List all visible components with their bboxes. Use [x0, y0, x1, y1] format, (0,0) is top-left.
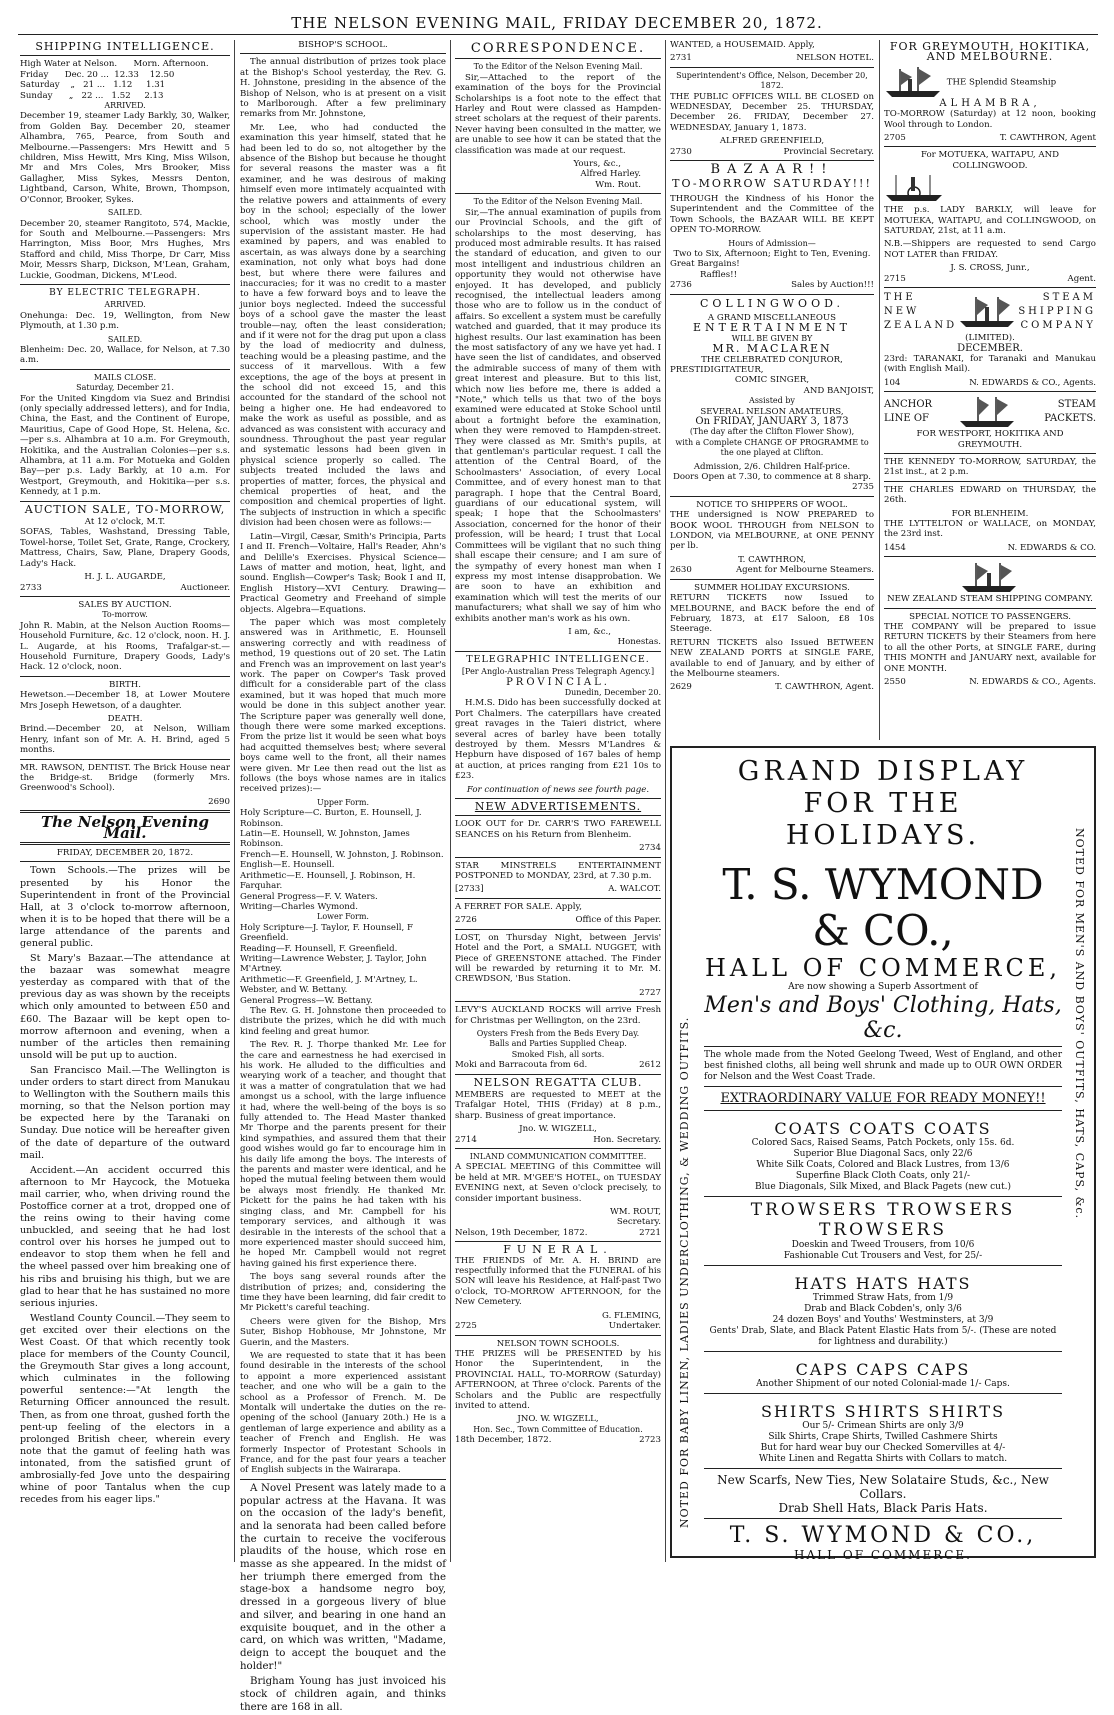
tel-sailed-heading: SAILED.: [107, 334, 143, 344]
ad-signature: Office of this Paper.: [575, 915, 661, 926]
lost-ad: LOST, on Thursday Night, between Jervis' Hotel and the Port, a SMALL NUGGET, with Piece of GREENSTONE attached. The Finder will be rewarded by returning it to Mr. M. CREWDSON, 'Bus Station.: [455, 932, 661, 985]
ad-number: 2630: [670, 565, 692, 576]
letter-sign: Honestas.: [617, 637, 661, 648]
column-rule: [234, 40, 235, 1562]
greymouth-heading: FOR GREYMOUTH, HOKITIKA, AND MELBOURNE.: [889, 40, 1091, 64]
anchor-word: PACKETS.: [1044, 413, 1096, 425]
anchor-word: LINE OF: [884, 413, 929, 425]
letter-sign: Yours, &c.,: [573, 159, 621, 170]
ad-number: 2726: [455, 915, 477, 926]
ad-title: Undertaker.: [608, 1321, 661, 1332]
funeral-heading: FUNERAL.: [503, 1243, 613, 1257]
birth-heading: BIRTH.: [109, 679, 141, 690]
tel-arrived-heading: ARRIVED.: [104, 300, 146, 310]
caps-item: Another Shipment of our noted Colonial-made 1/- Caps.: [756, 1379, 1010, 1389]
arrived-text: December 19, steamer Lady Barkly, 30, Walker, from Golden Bay. December 20, steamer Alhambra, 765, Pearce, from South and Melbourne.—Passengers: Mrs Hewitt and 5 children, Miss Hewitt, Mrs King, Miss Wilson, Mr and Mrs Coles, Mrs Brooker, Miss Gallagher, Miss Sykes, Messrs Denton, Lightband, Carson, White, Brown, Thompson, O'Connor, Brooker, Sykes.: [20, 111, 230, 205]
mails-text: For the United Kingdom via Suez and Brindisi (only specially addressed letters), and for India, China, the East, and the Continent of Europe, Mauritius, Cape of Good Hope, St. Helena, &c.—per s.s. Alhambra at 10 a.m. For Greymouth, Hokitika, and the Australian Colonies—per s.s. Alhambra, at 11 a.m. For Motueka and Golden Bay—per p.s. Lady Barkly, at 10 a.m. For Westport, Greymouth, and Hokitika—per s.s. Kennedy, at 1 p.m.: [20, 393, 230, 498]
ent-line: Admission, 2/6. Children Half-price.: [693, 461, 851, 472]
wool-text: THE undersigned is NOW PREPARED to BOOK WOOL THROUGH from NELSON to LONDON, via MELBOURNE, at ONE PENNY per lb.: [670, 510, 874, 552]
nz-word: ZEALAND: [884, 320, 958, 332]
death-heading: DEATH.: [107, 713, 143, 724]
column-rule: [450, 40, 451, 1562]
column-rule: [879, 40, 880, 740]
ad-number: 2629: [670, 682, 692, 693]
special-text: THE COMPANY will be prepared to issue RETURN TICKETS by their Steamers from here to all the other Ports, at SINGLE FARE, during THIS MONTH and JANUARY next, available for ONE MONTH.: [884, 622, 1096, 674]
ent-line: Assisted by: [749, 396, 795, 406]
ad-signature: T. CAWTHRON, Agent: [999, 133, 1096, 144]
housemaid-ad: WANTED, a HOUSEMAID. Apply,: [670, 40, 815, 50]
ad-number: 2690: [208, 796, 230, 807]
prize-line: French—E. Hounsell, W. Johnston, J. Robinson.: [240, 849, 444, 860]
side-banner-right: [1066, 788, 1090, 1558]
ad-title: Agent for Melbourne Steamers.: [735, 565, 874, 576]
telegraph-source: [Per Anglo-Australian Press Telegraph Agency.]: [461, 667, 655, 677]
footer-hall: HALL OF COMMERCE.: [793, 1548, 972, 1562]
shirts-item: White Linen and Regatta Shirts with Collars to match.: [758, 1454, 1008, 1464]
ad-number: [2733]: [455, 884, 484, 895]
side-banner-left: [676, 788, 700, 1558]
steamship-icon: [884, 65, 944, 99]
ad-number: 2735: [852, 482, 874, 493]
kennedy-text: THE KENNEDY TO-MORROW, SATURDAY, the 21st inst., at 2 p.m.: [884, 456, 1096, 478]
hats-item: Drab and Black Cobden's, only 3/6: [804, 1304, 962, 1314]
ad-number: 2715: [884, 273, 906, 284]
auctioneer: H. J. L. AUGARDE,: [84, 572, 166, 583]
news-item: St Mary's Bazaar.—The attendance at the bazaar was somewhat meagre yesterday as compared with that of the previous day as was shown by the receipts which only amounted to between £50 and £60. The Bazaar will be kept open to-morrow afternoon and evening, when a number of the articles then remaining unsold will be put up to auction.: [20, 953, 230, 1061]
tel-arrived-text: Onehunga: Dec. 19, Wellington, from New Plymouth, at 1.30 p.m.: [20, 310, 230, 332]
levy-line: Moki and Barracouta from 6d.: [455, 1060, 588, 1071]
auction-text: SOFAS, Tables, Washstand, Dressing Table, Towel-horse, Toilet Set, Grate, Range, Crockery, Mattress, Chairs, Saw, Plane, Drapery Goods, Lady's Hack.: [20, 527, 230, 569]
coats-item: Superior Blue Diagonal Sacs, only 22/6: [793, 1149, 973, 1159]
ent-line: MR. MACLAREN: [712, 342, 832, 356]
telegraph-heading: BY ELECTRIC TELEGRAPH.: [49, 287, 201, 298]
prize-line: General Progress—F. V. Waters.: [240, 891, 378, 902]
bazaar-times: Two to Six, Afternoon; Eight to Ten, Evening.: [673, 248, 871, 259]
wool-heading: NOTICE TO SHIPPERS OF WOOL.: [696, 499, 848, 510]
ad-number: 2731: [670, 53, 692, 64]
ad-signature: A. WALCOT.: [608, 884, 661, 895]
brigham-item: Brigham Young has just invoiced his stock of children again, and thinks there are 168 in all.: [240, 1676, 446, 1713]
motueka-nb: N.B.—Shippers are requested to send Cargo NOT LATER than FRIDAY.: [884, 239, 1096, 260]
letter-body: Sir,—Attached to the report of the examination of the boys for the Provincial Scholarships is a foot note to the effect that Harley and Rout were classed as Hampden-street scholars at the request of their parents. Never having been consulted in the matter, we are unable to see how it can be stated that the classification was made at our request.: [455, 72, 661, 156]
ad-signature: J. S. CROSS, Junr.,: [950, 263, 1030, 274]
news-item: Town Schools.—The prizes will be presented by his Honor the Superintendent in front of the Provincial Hall, at 3 o'clock to-morrow afternoon, when it is to be hoped that there will be a large attendance of the parents and general public.: [20, 865, 230, 949]
ad-number: 2733: [20, 582, 42, 593]
column-5: [884, 40, 1096, 744]
taranaki-text: 23rd: TARANAKI, for Taranaki and Manukau (with English Mail).: [884, 353, 1096, 375]
trousers-item: Fashionable Cut Trousers and Vest, for 25/-: [783, 1251, 983, 1261]
hats-item: Gents' Drab, Slate, and Black Patent Elastic Hats from 5/-. (These are noted for lightness and durability.): [709, 1326, 1057, 1347]
steamship-icon: [958, 395, 1018, 429]
ad-number: 1454: [884, 542, 906, 553]
ad-title: Hon. Secretary.: [593, 1134, 661, 1145]
news-item: San Francisco Mail.—The Wellington is under orders to start direct from Manukau to Wellington with the Southern mails this morning, so that the Nelson portion may be expected here by the Taranaki on Sunday. Due notice will be hereafter given of the date of departure of the outward mail.: [20, 1064, 230, 1161]
town-schools-heading: NELSON TOWN SCHOOLS.: [496, 1338, 620, 1349]
shirts-item: But for hard wear buy our Checked Somervilles at 4/-: [760, 1443, 1006, 1453]
side-text-right: NOTED FOR MEN'S AND BOYS' OUTFITS, HATS, CAPS, &c.: [1073, 828, 1086, 1220]
ad-number: 2721: [639, 1227, 661, 1238]
footer-name: T. S. WYMOND & CO.,: [729, 1523, 1037, 1548]
ad-signature: JNO. W. WIGZELL,: [517, 1414, 599, 1425]
column-1: [20, 40, 230, 1562]
coats-item: White Silk Coats, Colored and Black Lustres, from 13/6: [756, 1160, 1010, 1170]
death-text: Brind.—December 20, at Nelson, William Henry, infant son of Mr. A. H. Brind, aged 5 months.: [20, 724, 230, 756]
bazaar-raffles: Raffles!!: [700, 269, 738, 280]
ad-number: 2612: [639, 1060, 661, 1071]
summer-heading: SUMMER HOLIDAY EXCURSIONS.: [694, 582, 850, 593]
prize-line: Holy Scripture—C. Burton, E. Hounsell, J. Robinson.: [240, 808, 422, 829]
sales-tomorrow: To-morrow.: [102, 610, 148, 620]
telegraphic-heading: TELEGRAPHIC INTELLIGENCE.: [466, 653, 650, 665]
dateline: Dunedin, December 20.: [564, 687, 661, 697]
steamship-icon: [960, 560, 1020, 594]
bazaar-auction: Sales by Auction!!!: [791, 280, 874, 291]
prize-line: English—E. Hounsell.: [240, 860, 335, 871]
ad-signature: ALFRED GREENFIELD,: [719, 136, 825, 147]
nz-word: STEAM: [1042, 292, 1096, 304]
levy-ad: LEVY'S AUCKLAND ROCKS will arrive Fresh for Christmas per Wellington, on the 23rd.: [455, 1005, 661, 1026]
caps-heading: CAPS CAPS CAPS: [795, 1360, 971, 1379]
article-para: The paper which was most completely answered was in Arithmetic, E. Hounsell answering correctly and with readiness of method, 19 questions out of 20 set. The Latin and French was an improvement on last year's work. The paper on Cowper's Task proved difficult for a considerable part of the class examined, but it was hoped that much more would be done in this subject another year. The Scripture paper was generally well done, though there were some marked exceptions. From the prize list it would be seen what boys had acquitted themselves best; where several boys came well to the front, all their names were given. Mr Lee then read out the list as follows (the boys whose names are in italics received prizes):—: [240, 617, 446, 795]
ad-number: 2736: [670, 280, 692, 291]
tide-row: Friday Dec. 20 ... 12.33 12.50: [20, 69, 175, 80]
ent-line: THE CELEBRATED CONJUROR,: [701, 354, 843, 365]
coats-heading: COATS COATS COATS: [774, 1119, 992, 1138]
ent-line: PRESTIDIGITATEUR,: [670, 364, 764, 375]
news-item: Accident.—An accident occurred this afternoon to Mr Haycock, the Motueka mail carrier, who, when driving round the Postoffice corner at a trot, dropped one of the reins owing to their having come unbuckled, and seeing that he had lost control over his horses he jumped out to endeavor to stop them when he fell and the wheel passed over him breaking one of his ribs and bruising his thigh, but we are glad to hear that he has sustained no more serious injuries.: [20, 1164, 230, 1309]
article-para: Mr. Lee, who had conducted the examination this year himself, stated that he had been led to do so, not altogether by the absence of the Bishop but because he thought for several reasons the master was a fit examiner, and he was desirous of making himself even more intimately acquainted with the relative powers and attainments of every boy in the school; especially of the lower school, which was mostly under the supervision of the assistant master. He had examined by papers, and was enabled to ascertain, as was always done by a searching examination, not only what boys had done best, but where there were failures and inaccuracies; for it was no credit to a master to have a few forward boys and to leave the junior boys neglected. Indeed the successful boys of a school gave the master the least trouble—nay, often the least consideration; and if it were not for the drag put upon a class by the load of mediocrity and dulness, teaching would be a pleasing pastime, and the success of it marvellous. With a few exceptions, the age of the boys at present in the school did not exceed 15, and this accounted for the standard of the school not being a higher one. He had endeavored to make the work as useful as possible, and as advanced as was consistent with accuracy and soundness. Throughout the past year regular and systematic lessons had been given in physical science properly so called. The subjects treated included the laws and properties of matter, forces, the physical and chemical properties of heat, and the composition and chemical properties of light. The subjects of instruction in which a specific division had been chosen were as follows:—: [240, 122, 446, 529]
ent-line: (The day after the Clifton Flower Show),: [689, 427, 855, 437]
grand-line: GRAND DISPLAY: [737, 756, 1029, 787]
bazaar-bargains: Great Bargains!: [670, 259, 740, 270]
ad-number: 104: [884, 377, 901, 388]
mails-heading: MAILS CLOSE.: [93, 372, 157, 382]
article-para: The annual distribution of prizes took place at the Bishop's School yesterday, the Rev. G. H. Johnstone, presiding in the absence of the Bishop of Nelson, who is at present on a visit to Marlborough. After a few preliminary remarks from Mr. Johnstone,: [240, 57, 446, 120]
collingwood-heading: COLLINGWOOD.: [699, 296, 845, 310]
prize-line: Reading—F. Hounsell, F. Greenfield.: [240, 943, 398, 954]
ad-title: Hon. Sec., Town Committee of Education.: [473, 1424, 643, 1434]
tide-row: Saturday „ 21 ... 1.12 1.31: [20, 80, 166, 91]
ad-number: 2727: [639, 987, 661, 998]
news-item: Westland County Council.—They seem to get excited over their elections on the West Coast. Of that which recently took place for members of the County Council, the Greymouth Star gives a long account, which culminates in the following powerful sentence:—"At length the Returning Officer announced the result. Then, as from one throat, gushed forth the pent-up feeling of the electors in a prolonged British cheer, wherein every note that the gamut of feeling hath was intonated, from the satisfied grunt of ambrosially-fed Jove unto the despairing whine of poor Tantalus when the cup recedes from his eager lips.": [20, 1312, 230, 1506]
nz-limited: (LIMITED).: [965, 333, 1015, 344]
article-para: The Rev. G. H. Johnstone then proceeded to distribute the prizes, which he did with much kind feeling and great humor.: [240, 1005, 446, 1037]
letter-body: Sir,—The annual examination of pupils from our Provincial Schools, and the gift of scholarships to the most deserving, has produced most admirable results. It has raised the standard of education, and given to our most intelligent and industrious children an opportunity they would not otherwise have enjoyed. It has developed, and publicly recognised, the intellectual leaders among those who are to follow us in the conduct of affairs. So excellent a system must be carefully watched and guarded, that it may produce its highest results. Our last examination has been the most satisfactory of any we have yet had. I have seen the list of candidates, and observed the admirable success of many of them with great interest and pleasure. But to this list, which now lies before me, there is added a "Note," which tells us that two of the boys examined were educated at Stoke School until about a fortnight before the examination, when they were removed to Hampden-street. They were classed as Mr. Smith's pupils, at that gentleman's particular request. I call the attention of the Central Board, of the Schoolmasters' Association, of every Local Committee, and of every honest man to that paragraph. I hope that the Central Board, guardians of our educational system, will speak; I hope that the Schoolmasters' Association, concerned for the honor of their profession, will be heard; I trust that Local Committees will be vigilant that no such thing shall escape their censure; and I am sure of the sympathy of every honest man when I express my most intense disapprobation. We are soon to have an exhibition and examination which will test the merits of our manufacturers; what shall we say of him who exhibits another man's work as his own.: [455, 207, 661, 624]
office-dateline: Superintendent's Office, Nelson, December 20, 1872.: [676, 70, 868, 91]
column-rule: [665, 40, 666, 1562]
tide-heading: High Water at Nelson. Morn. Afternoon.: [20, 59, 209, 70]
upper-form-heading: Upper Form.: [317, 797, 369, 807]
levy-line: Oysters Fresh from the Beds Every Day.: [476, 1028, 640, 1038]
trousers-item: Doeskin and Tweed Trousers, from 10/6: [791, 1240, 975, 1250]
paddle-steamer-icon: [884, 171, 944, 205]
ad-number: 2714: [455, 1134, 477, 1145]
ad-signature: Jno. W. WIGZELL,: [519, 1124, 597, 1135]
drab-line: Drab Shell Hats, Black Paris Hats.: [778, 1501, 988, 1515]
ad-date: Nelson, 19th December, 1872.: [455, 1227, 588, 1238]
shirts-item: Silk Shirts, Crape Shirts, Twilled Cashmere Shirts: [768, 1432, 998, 1442]
tel-sailed-text: Blenheim: Dec. 20, Wallace, for Nelson, at 7.30 a.m.: [20, 344, 230, 366]
inland-heading: INLAND COMMUNICATION COMMITTEE.: [469, 1152, 647, 1161]
mens-clothing: Men's and Boys' Clothing, Hats, &c.: [704, 993, 1062, 1043]
ent-line: WILL BE GIVEN BY: [731, 333, 813, 343]
summer-text: RETURN TICKETS also Issued BETWEEN NEW ZEALAND PORTS at SINGLE FARE, available to end of January, and by either of the Melbourne steamers.: [670, 637, 874, 679]
column-2: [240, 40, 446, 1713]
ad-signature: G. FLEMING,: [602, 1310, 661, 1321]
new-ads-heading: NEW ADVERTISEMENTS.: [474, 800, 642, 814]
sales-text: John R. Mabin, at the Nelson Auction Rooms—Household Furniture, &c. 12 o'clock, noon. H. J. L. Augarde, at his Rooms, Trafalgar-st.—Household Furniture, Drapery Goods, Lady's Hack. 12 o'clock, noon.: [20, 620, 230, 673]
anchor-word: ANCHOR: [884, 399, 933, 411]
ad-title: Provincial Secretary.: [783, 146, 874, 157]
ent-line: ENTERTAINMENT: [692, 321, 851, 335]
wymond-name: T. S. WYMOND & CO.,: [722, 860, 1044, 955]
lyttelton-text: THE LYTTELTON or WALLACE, on MONDAY, the 23rd inst.: [884, 518, 1096, 540]
provincial-heading: PROVINCIAL.: [506, 676, 610, 688]
shirts-heading: SHIRTS SHIRTS SHIRTS: [760, 1402, 1006, 1421]
paper-date: FRIDAY, DECEMBER 20, 1872.: [56, 848, 194, 859]
prize-line: Writing—Charles Wymond.: [240, 901, 359, 912]
letter-to: To the Editor of the Nelson Evening Mail.: [473, 197, 643, 207]
ad-number: 2730: [670, 146, 692, 157]
levy-line: Smoked Fish, all sorts.: [511, 1049, 605, 1059]
ent-line: Doors Open at 7.30, to commence at 8 sharp.: [672, 472, 872, 483]
prize-line: Arithmetic—F. Greenfield, J. M'Artney, L. Webster, and W. Bettany.: [240, 974, 418, 996]
blenheim-heading: FOR BLENHEIM.: [951, 508, 1029, 519]
carr-ad: LOOK OUT for Dr. CARR'S TWO FAREWELL SEANCES on his Return from Blenheim.: [455, 819, 661, 840]
article-para: The Rev. R. J. Thorpe thanked Mr. Lee for the care and earnestness he had exercised in his work. He alluded to the difficulties and wearying work of a teacher, and thought that it was a matter of congratulation that we had amongst us a school, with the large influence it had, where the well-being of the boys is so fully attended to. The Head Master thanked Mr Thorpe and the parents present for their kind sympathies, and assured them that their good wishes would go far to encourage him in his daily life among the boys. The interests of the parents and master were identical, and he hoped the mutual feeling between them would be always most friendly. He thanked Mr. Pickett for the pains he had taken with his singing class, and Mr. Campbell for his temporary services, and although it was desirable in the interests of the school that a more experienced master should succeed him, he hoped Mr. Campbell would not regret having gained his first experience there.: [240, 1040, 446, 1269]
prize-line: Writing—Lawrence Webster, J. Taylor, John M'Artney.: [240, 953, 427, 975]
arrived-heading: ARRIVED.: [104, 101, 146, 111]
extra-value: EXTRAORDINARY VALUE FOR READY MONEY!!: [720, 1091, 1046, 1106]
steamship-icon: [958, 295, 1018, 329]
ent-line: with a Complete CHANGE OF PROGRAMME to the one played at Clifton.: [675, 437, 869, 458]
masthead: THE NELSON EVENING MAIL, FRIDAY DECEMBER 20, 1872.: [291, 14, 823, 32]
ad-number: 2734: [639, 843, 661, 854]
funeral-text: THE FRIENDS of Mr. A. H. BRIND are respectfully informed that the FUNERAL of his SON will leave his Residence, at Half-past Two o'clock, TO-MORROW AFTERNOON, for the New Cemetery.: [455, 1255, 661, 1308]
anchor-word: STEAM: [1057, 399, 1096, 411]
bazaar-text: THROUGH the Kindness of his Honor the Superintendent and the Committee of the Town Schools, the BAZAAR WILL BE KEPT OPEN TO-MORROW.: [670, 193, 874, 236]
coats-item: Superfine Black Cloth Coats, only 21/-: [795, 1171, 971, 1181]
ent-line: AND BANJOIST,: [803, 385, 874, 396]
column-3: [455, 40, 661, 1562]
nz-word: COMPANY: [1020, 320, 1096, 332]
star-ad: STAR MINSTRELS ENTERTAINMENT POSTPONED to MONDAY, 23rd, at 7.30 p.m.: [455, 860, 661, 882]
hats-item: Trimmed Straw Hats, from 1/9: [812, 1293, 954, 1303]
prize-line: Holy Scripture—J. Taylor, F. Hounsell, F Greenfield.: [240, 922, 413, 944]
motueka-text: THE p.s. LADY BARKLY, will leave for MOTUEKA, WAITAPU, and COLLINGWOOD, on SATURDAY, 21st, at 11 a.m.: [884, 205, 1096, 237]
prize-line: Latin—E. Hounsell, W. Johnston, James Robinson.: [240, 829, 410, 850]
hats-item: 24 dozen Boys' and Youths' Westminsters, at 3/9: [772, 1315, 994, 1325]
bishops-heading: BISHOP'S SCHOOL.: [298, 40, 388, 50]
ad-number: 2550: [884, 677, 906, 688]
nz-word: NEW: [884, 306, 920, 318]
continuation-note: For continuation of news see fourth page.: [466, 784, 650, 795]
ad-number: 2705: [884, 133, 906, 144]
letter-to: To the Editor of the Nelson Evening Mail.: [473, 62, 643, 72]
column-4: [670, 40, 874, 744]
coats-item: Colored Sacs, Raised Seams, Patch Pockets, only 15s. 6d.: [751, 1138, 1015, 1148]
ent-line: A GRAND MISCELLANEOUS: [707, 312, 837, 323]
article-para: The boys sang several rounds after the distribution of prizes; and, considering the time they have been learning, did fair credit to Mr Pickett's careful teaching.: [240, 1272, 446, 1314]
town-schools-text: THE PRIZES will be PRESENTED by his Honor the Superintendent, in the PROVINCIAL HALL, TO-MORROW (Saturday) AFTERNOON, at Three o'clock. Parents of the Scholars and the Public are respectfully invited to attend.: [455, 1348, 661, 1411]
levy-line: Balls and Parties Supplied Cheap.: [489, 1039, 627, 1049]
nz-word: SHIPPING: [1018, 306, 1096, 318]
letter-sign: I am, &c.,: [568, 626, 611, 637]
paper-title: The Nelson Evening Mail.: [40, 813, 210, 842]
special-heading: SPECIAL NOTICE TO PASSENGERS.: [909, 611, 1071, 622]
letter-sign: Wm. Rout.: [595, 179, 641, 190]
ad-signature: WM. ROUT,: [609, 1207, 661, 1218]
ad-title: Secretary.: [616, 1217, 661, 1228]
ad-signature: N. EDWARDS & CO., Agents.: [969, 677, 1096, 688]
ferret-ad: A FERRET FOR SALE. Apply,: [455, 901, 583, 912]
bazaar-heading: BAZAAR!!: [710, 162, 834, 178]
sales-heading: SALES BY AUCTION.: [78, 599, 172, 610]
grand-line: FOR THE HOLIDAYS.: [785, 788, 981, 851]
ad-signature: T. CAWTHRON, Agent.: [775, 682, 874, 693]
grey-text: TO-MORROW (Saturday) at 12 noon, booking Wool through to London.: [884, 109, 1096, 130]
article-para: We are requested to state that it has been found desirable in the interests of the school to appoint a more experienced assistant teacher, and one who will be a gain to the school as a Professor of French. M. De Montalk will undertake the duties on the re-opening of the school (January 20th.) He is a gentleman of large experience and ability as a teacher of French and English. He was formerly Inspector of Protestant Schools in France, and for the past four years a teacher of English subjects in the Wairarapa.: [240, 1350, 446, 1476]
birth-text: Hewetson.—December 18, at Lower Moutere Mrs Joseph Hewetson, of a daughter.: [20, 690, 230, 711]
ad-date: 18th December, 1872.: [455, 1435, 552, 1446]
hall-of-commerce: HALL OF COMMERCE,: [704, 954, 1061, 982]
ad-signature: N. EDWARDS & CO.: [1007, 542, 1096, 553]
auctioneer-title: Auctioneer.: [180, 582, 230, 593]
ent-line: COMIC SINGER,: [734, 375, 810, 386]
inland-text: A SPECIAL MEETING of this Committee will be held at MR. M'GEE'S HOTEL, on TUESDAY EVENING next, at Seven o'clock precisely, to consider important business.: [455, 1162, 661, 1204]
summer-text: RETURN TICKETS now Issued to MELBOURNE, and BACK before the end of February, 1873, at £17 Saloon, £8 10s Steerage.: [670, 593, 874, 635]
mails-date: Saturday, December 21.: [76, 383, 174, 393]
prize-line: Arithmetic—E. Hounsell, J. Robinson, H. Farquhar.: [240, 870, 416, 892]
sailed-heading: SAILED.: [107, 208, 143, 218]
shipping-heading: SHIPPING INTELLIGENCE.: [35, 40, 215, 53]
bazaar-hours: Hours of Admission—: [728, 238, 816, 248]
regatta-text: MEMBERS are requested to MEET at the Trafalgar Hotel, THIS (Friday) at 8 p.m., sharp. Business of great importance.: [455, 1089, 661, 1121]
nzsc-heading: NEW ZEALAND STEAM SHIPPING COMPANY.: [887, 594, 1093, 605]
article-para: Latin—Virgil, Cæsar, Smith's Principia, Parts I and II. French—Voltaire, Hall's Reader, Ahn's and Delille's Exercises. Physical Science—Laws of matter and motion, heat, light, and sound. English—Cowper's Task; Book I and II, English History—XVI Century. Drawing—Practical Geometry and Freehand of simple objects. Algebra—Equations.: [240, 531, 446, 615]
novel-item: A Novel Present was lately made to a popular actress at the Havana. It was on the occasion of the lady's benefit, and la senorata had been called before the curtain to receive the vociferous plaudits of the house, which rose en masse as she appeared. In the midst of her triumph there emerged from the stage-box a handsome negro boy, dressed in a gorgeous livery of blue and silver, and bearing in one hand an exquisite bouquet, and in the other a card, on which was written, "Madame, deign to accept the bouquet and the holder!": [240, 1482, 446, 1672]
dentist-ad: MR. RAWSON, DENTIST. The Brick House near the Bridge-st. Bridge (formerly Mrs. Greenwood's School).: [20, 762, 230, 794]
correspondence-heading: CORRESPONDENCE.: [470, 41, 646, 56]
article-para: Cheers were given for the Bishop, Mrs Suter, Bishop Hobhouse, Mr Johnstone, Mr Guerin, and the Masters.: [240, 1316, 446, 1348]
ad-number: 2725: [455, 1321, 477, 1332]
shirts-item: Our 5/- Crimean Shirts are only 3/9: [802, 1421, 964, 1431]
scarfs-line: New Scarfs, New Ties, New Solataire Studs, &c., New Collars.: [717, 1473, 1049, 1501]
december-heading: DECEMBER.: [957, 342, 1023, 354]
charles-text: THE CHARLES EDWARD on THURSDAY, the 26th.: [884, 484, 1096, 506]
masthead-rule: [18, 34, 1098, 35]
motueka-heading: For MOTUEKA, WAITAPU, AND COLLINGWOOD.: [921, 150, 1059, 171]
ad-number: 2723: [639, 1435, 661, 1446]
letter-sign: Alfred Harley.: [580, 169, 641, 180]
ad-signature: T. CAWTHRON,: [738, 554, 806, 565]
hats-heading: HATS HATS HATS: [794, 1274, 972, 1293]
nz-word: THE: [884, 292, 916, 304]
tide-row: Sunday „ 22 ... 1.52 2.13: [20, 90, 164, 101]
ad-title: Agent.: [1067, 273, 1096, 284]
whole-made-text: The whole made from the Noted Geelong Tweed, West of England, and other best finished cloths, all being well shrunk and made up to OUR OWN ORDER for Nelson and the West Coast Trade.: [704, 1050, 1062, 1082]
now-showing: Are now showing a Superb Assortment of: [788, 982, 978, 992]
sailed-text: December 20, steamer Rangitoto, 574, Mackie, for South and Melbourne.—Passengers: Mrs Harrington, Miss Boor, Mrs Hughes, Mrs Stafford and child, Miss Thorpe, Dr Carr, Miss Moir, Messrs Sharp, Dickson, M'Lean, Graham, Luckie, Goodman, Dickens, M'Leod.: [20, 218, 230, 281]
alhambra-name: ALHAMBRA,: [939, 97, 1041, 109]
auction-time: At 12 o'clock, M.T.: [84, 517, 166, 528]
grey-text: THE Splendid Steamship: [946, 77, 1057, 88]
regatta-heading: NELSON REGATTA CLUB.: [473, 1075, 643, 1089]
coats-item: Blue Diagonals, Silk Mixed, and Black Pagets (new cut.): [755, 1182, 1011, 1192]
westport-heading: FOR WESTPORT, HOKITIKA AND GREYMOUTH.: [916, 429, 1064, 450]
grand-display-ad: [670, 746, 1096, 1562]
side-text-left: NOTED FOR BABY LINEN, LADIES UNDERCLOTHING, & WEDDING OUTFITS.: [678, 1016, 691, 1528]
auction-heading: AUCTION SALE, TO-MORROW,: [24, 502, 226, 516]
lower-form-heading: Lower Form.: [317, 912, 369, 922]
bazaar-subheading: TO-MORROW SATURDAY!!!: [672, 177, 872, 191]
trousers-heading: TROWSERS TROWSERS TROWSERS: [750, 1200, 1016, 1240]
ad-signature: N. EDWARDS & CO., Agents.: [969, 377, 1096, 388]
ent-line: SEVERAL NELSON AMATEURS,: [700, 406, 844, 417]
ad-signature: NELSON HOTEL.: [796, 53, 874, 64]
public-offices-notice: THE PUBLIC OFFICES WILL BE CLOSED on WEDNESDAY, December 25. THURSDAY, December 26. FRIDAY, December 27. WEDNESDAY, January 1, 1873.: [670, 91, 874, 133]
telegraph-text: H.M.S. Dido has been successfully docked at Port Chalmers. The caterpillars have created great ravages in the Taieri district, where several acres of barley have been totally destroyed by them. Messrs M'Landres & Hepburn have disposed of 167 bales of hemp at auction, at prices ranging from £21 10s to £23.: [455, 698, 661, 782]
prize-line: General Progress—W. Bettany.: [240, 995, 373, 1006]
ent-line: On FRIDAY, JANUARY 3, 1873: [695, 416, 849, 427]
